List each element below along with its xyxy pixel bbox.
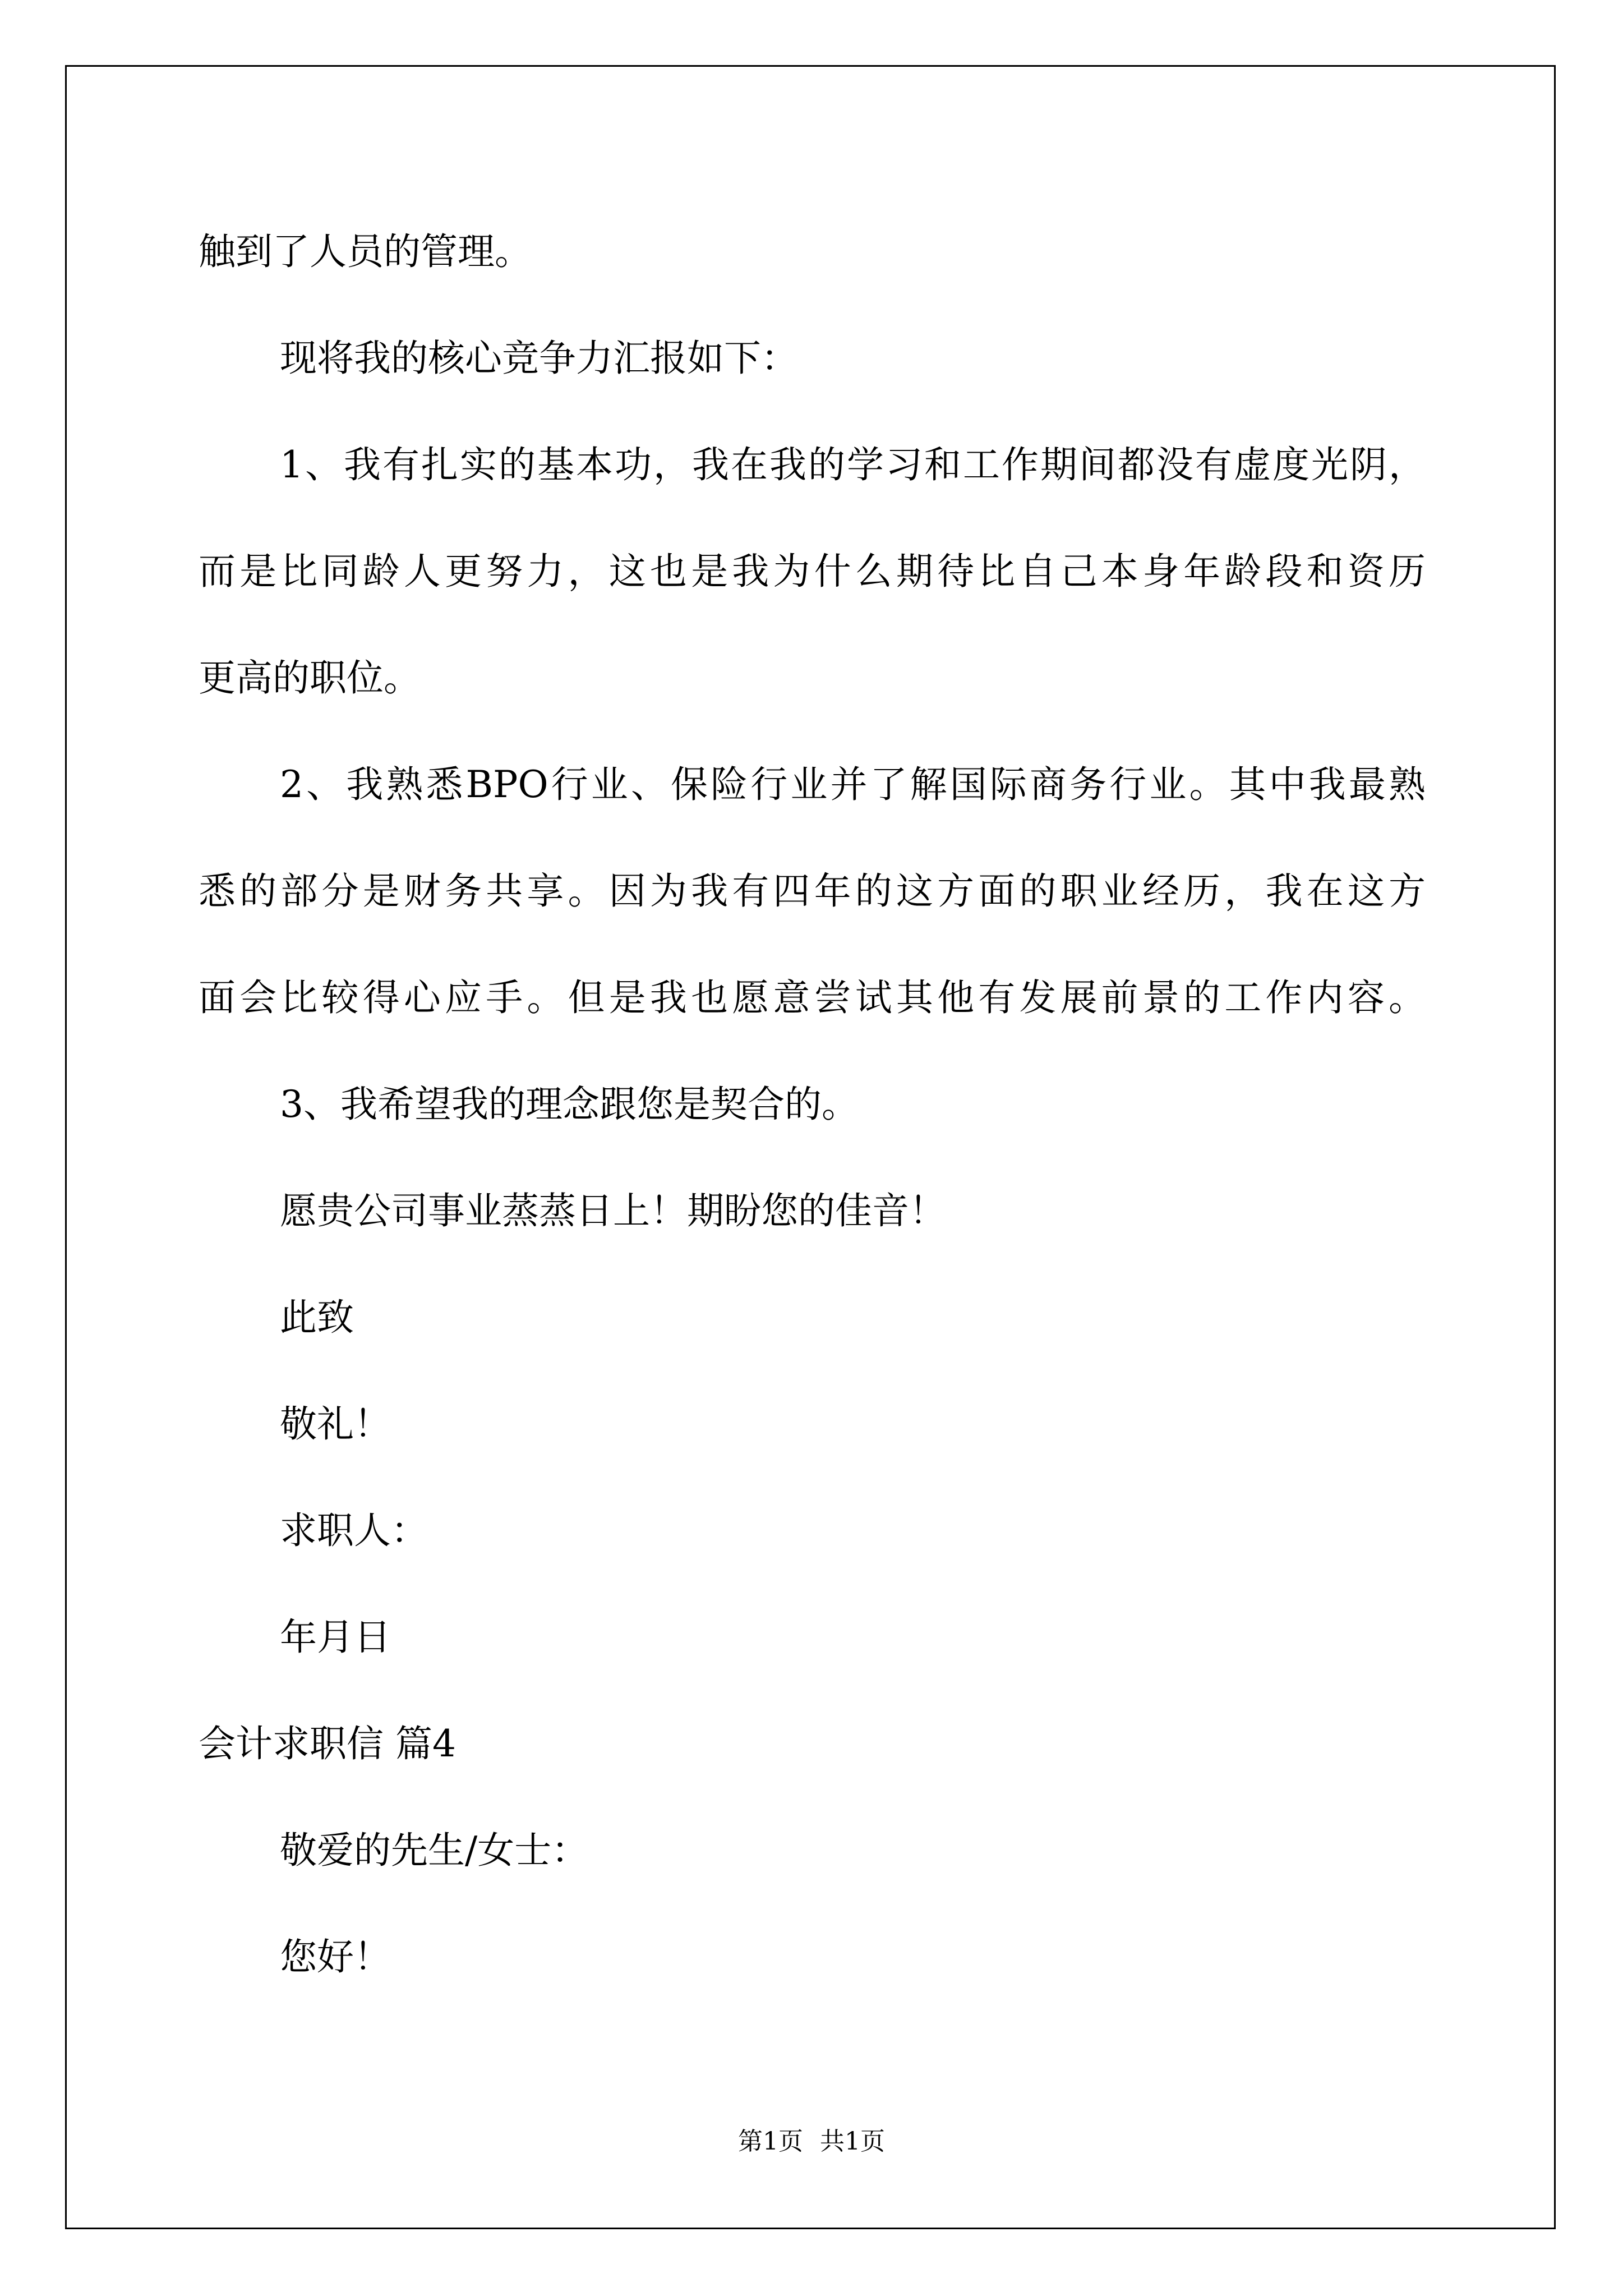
section-heading: 会计求职信 篇4 (199, 1722, 456, 1765)
page-frame (65, 65, 1556, 2229)
greeting-line: 您好！ (280, 1935, 391, 1978)
page-number: 第1页 (738, 2127, 803, 2156)
paragraph-line: 现将我的核心竞争力汇报如下： (280, 337, 798, 380)
paragraph-line: 面会比较得心应手。但是我也愿意尝试其他有发展前景的工作内容。 (199, 976, 1426, 1019)
paragraph-line: 愿贵公司事业蒸蒸日上！期盼您的佳音！ (280, 1189, 946, 1232)
salutation-line: 此致 (280, 1296, 354, 1339)
paragraph-line: 触到了人员的管理。 (199, 230, 532, 273)
page-footer (0, 2129, 1623, 2154)
page-total: 共1页 (820, 2127, 885, 2156)
paragraph-line: 更高的职位。 (199, 656, 421, 700)
paragraph-line: 3、我希望我的理念跟您是契合的。 (280, 1083, 859, 1126)
signature-line: 求职人： (280, 1509, 428, 1552)
greeting-line: 敬爱的先生/女士： (280, 1829, 589, 1872)
paragraph-line: 2、我熟悉BPO行业、保险行业并了解国际商务行业。其中我最熟 (280, 763, 1426, 806)
date-line: 年月日 (280, 1616, 391, 1659)
salutation-line: 敬礼！ (280, 1402, 391, 1446)
paragraph-line: 1、我有扎实的基本功，我在我的学习和工作期间都没有虚度光阴， (280, 443, 1426, 486)
paragraph-line: 而是比同龄人更努力，这也是我为什么期待比自己本身年龄段和资历 (199, 550, 1426, 593)
paragraph-line: 悉的部分是财务共享。因为我有四年的这方面的职业经历，我在这方 (199, 869, 1426, 913)
